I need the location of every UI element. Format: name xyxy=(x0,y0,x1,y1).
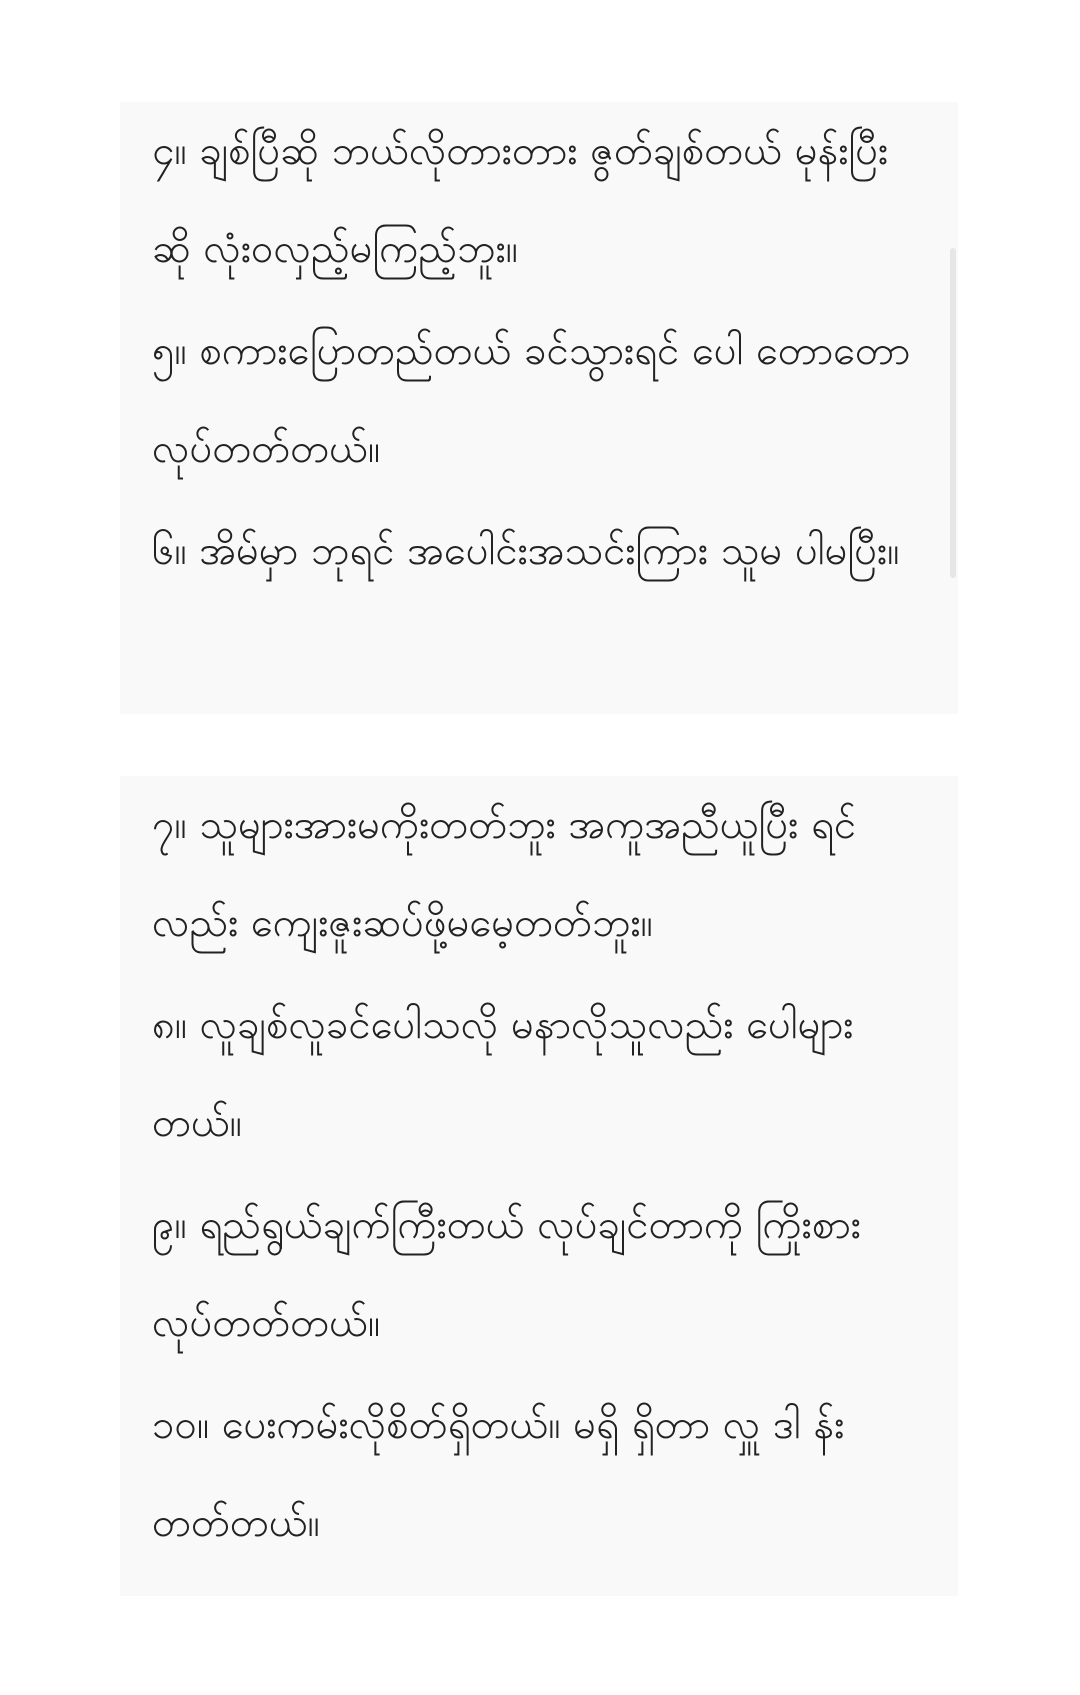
trait-item-10: ၁၀။ ပေးကမ်းလိုစိတ်ရှိတယ်။ မရှိ ရှိတာ လှူ ဒါ န်းတတ်တယ်။ xyxy=(152,1402,845,1546)
trait-item-4: ၄။ ချစ်ပြီဆို ဘယ်လိုတားတား ဇွတ်ချစ်တယ် မုန်းပြီးဆို လုံးဝလှည့်မကြည့်ဘူး။ xyxy=(152,128,889,272)
trait-item-7: ၇။ သူများအားမကိုးတတ်ဘူး အကူအညီယူပြီး ရင်လည်း ကျေးဇူးဆပ်ဖို့မမေ့တတ်ဘူး။ xyxy=(152,802,857,946)
scrollbar[interactable] xyxy=(950,248,956,578)
trait-card-2 xyxy=(120,776,958,1596)
trait-item-8: ၈။ လူချစ်လူခင်ပေါသလို မနာလိုသူလည်း ပေါများတယ်။ xyxy=(152,1002,854,1146)
trait-item-5: ၅။ စကားပြောတည်တယ် ခင်သွားရင် ပေါ တောတောလုပ်တတ်တယ်။ xyxy=(152,328,911,472)
trait-item-6: ၆။ အိမ်မှာ ဘုရင် အပေါင်းအသင်းကြား သူမ ပါမပြီး။ xyxy=(152,528,900,574)
trait-item-9: ၉။ ရည်ရွယ်ချက်ကြီးတယ် လုပ်ချင်တာကို ကြိုးစားလုပ်တတ်တယ်။ xyxy=(152,1202,861,1346)
trait-card-1 xyxy=(120,102,958,714)
